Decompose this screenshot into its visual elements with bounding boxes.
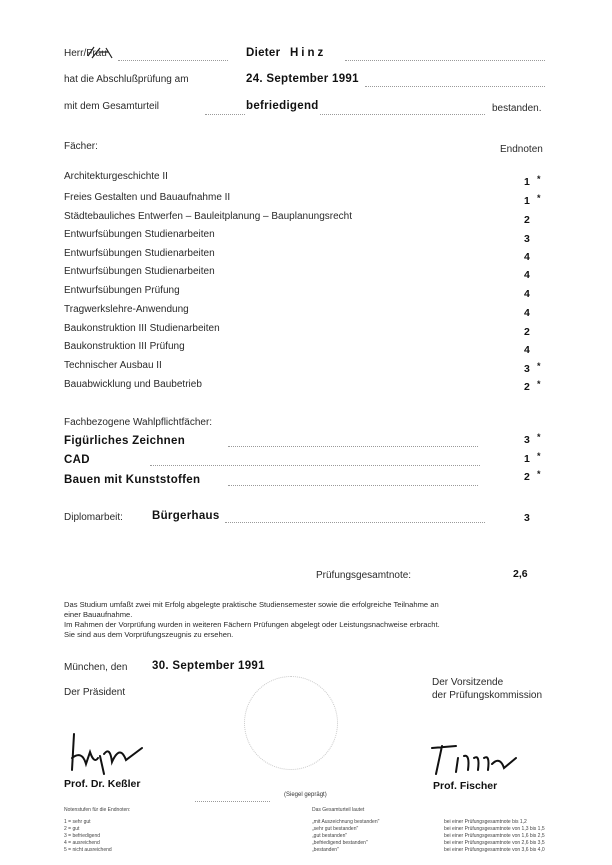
right-signature xyxy=(426,740,526,780)
embossed-seal xyxy=(244,676,338,770)
subject-name: Technischer Ausbau II xyxy=(64,360,162,371)
subject-star: * xyxy=(537,361,541,371)
footnote-left-item: 3 = befriedigend xyxy=(64,833,101,839)
subject-name: Entwurfsübungen Studienarbeiten xyxy=(64,229,215,240)
name-first: Dieter xyxy=(246,47,281,59)
subject-name: Architekturgeschichte II xyxy=(64,171,168,182)
subject-name: Freies Gestalten und Bauaufnahme II xyxy=(64,192,231,203)
name-last: Hinz xyxy=(290,47,327,59)
subject-name: Städtebauliches Entwerfen – Bauleitplanung – Bauplanungsrecht xyxy=(64,211,352,222)
seal-label: (Siegel geprägt) xyxy=(284,792,327,798)
subjects-header: Fächer: xyxy=(64,141,98,152)
subject-name: Tragwerkslehre-Anwendung xyxy=(64,304,189,315)
paragraph-line: Sie sind aus dem Vorprüfungszeugnis zu ersehen. xyxy=(64,630,234,639)
fill-line xyxy=(345,60,545,61)
salutation-strike-mark xyxy=(86,44,116,62)
subject-grade: 2 xyxy=(524,326,530,338)
subject-star: * xyxy=(537,193,541,203)
left-role: Der Präsident xyxy=(64,687,126,698)
fill-line xyxy=(150,465,480,466)
subject-grade: 4 xyxy=(524,307,530,319)
elective-star: * xyxy=(537,432,541,442)
footnote-mid-item: „gut bestanden" xyxy=(312,833,348,839)
fill-line xyxy=(365,86,545,87)
elective-name: CAD xyxy=(64,454,90,466)
electives-header: Fachbezogene Wahlpflichtfächer: xyxy=(64,417,213,428)
elective-grade: 2 xyxy=(524,471,530,483)
thesis-label: Diplomarbeit: xyxy=(64,512,123,523)
fill-line xyxy=(205,114,245,115)
subject-grade: 3 xyxy=(524,363,530,375)
elective-name: Figürliches Zeichnen xyxy=(64,435,186,447)
footnote-left-item: 2 = gut xyxy=(64,826,80,832)
paragraph-line: Das Studium umfaßt zwei mit Erfolg abgelegte praktische Studiensemester sowie die erfolgreiche Teilnahme an xyxy=(64,600,439,609)
elective-grade: 1 xyxy=(524,453,530,465)
result-value: befriedigend xyxy=(246,100,319,112)
subject-grade: 2 xyxy=(524,381,530,393)
subject-grade: 4 xyxy=(524,251,530,263)
passed-label: bestanden. xyxy=(492,103,542,114)
subject-star: * xyxy=(537,174,541,184)
elective-grade: 3 xyxy=(524,434,530,446)
footnote-right-item: bei einer Prüfungsgesamtnote von 1,6 bis 2,5 xyxy=(444,833,545,839)
issue-date: 30. September 1991 xyxy=(152,660,265,672)
salutation-label: Herr/Frau xyxy=(64,48,107,59)
subject-grade: 4 xyxy=(524,344,530,356)
total-grade: 2,6 xyxy=(513,568,528,580)
footnote-mid-title: Das Gesamturteil lautet xyxy=(312,807,365,813)
elective-name: Bauen mit Kunststoffen xyxy=(64,474,201,486)
fill-line xyxy=(118,60,228,61)
footnote-mid-item: „mit Auszeichnung bestanden" xyxy=(312,819,380,825)
footnote-left-item: 5 = nicht ausreichend xyxy=(64,847,112,853)
left-signature xyxy=(64,728,154,776)
right-role-2: der Prüfungskommission xyxy=(432,690,543,701)
right-name: Prof. Fischer xyxy=(433,780,498,792)
footnote-right-item: bei einer Prüfungsgesamtnote von 3,6 bis 4,0 xyxy=(444,847,545,853)
paragraph-line: Im Rahmen der Vorprüfung wurden in weiteren Fächern Prüfungen abgelegt oder Leistungsnachweise erbracht. xyxy=(64,620,440,629)
subject-star: * xyxy=(537,379,541,389)
subject-name: Baukonstruktion III Studienarbeiten xyxy=(64,323,220,334)
footnote-right-item: bei einer Prüfungsgesamtnote bis 1,2 xyxy=(444,819,527,825)
footnote-right-item: bei einer Prüfungsgesamtnote von 1,3 bis 1,5 xyxy=(444,826,545,832)
fill-line xyxy=(228,446,478,447)
place-label: München, den xyxy=(64,662,128,673)
footnote-mid-item: „bestanden" xyxy=(312,847,339,853)
fill-line xyxy=(195,801,270,802)
right-role-1: Der Vorsitzende xyxy=(432,677,504,688)
footnote-left-title: Notenstufen für die Endnoten: xyxy=(64,807,131,813)
paragraph-line: einer Bauaufnahme. xyxy=(64,610,133,619)
subject-name: Baukonstruktion III Prüfung xyxy=(64,341,185,352)
subject-grade: 3 xyxy=(524,233,530,245)
subject-grade: 2 xyxy=(524,214,530,226)
footnote-left-item: 1 = sehr gut xyxy=(64,819,91,825)
fill-line xyxy=(225,522,485,523)
subject-grade: 1 xyxy=(524,176,530,188)
subject-name: Entwurfsübungen Prüfung xyxy=(64,285,180,296)
footnote-mid-item: „sehr gut bestanden" xyxy=(312,826,359,832)
subject-name: Entwurfsübungen Studienarbeiten xyxy=(64,248,215,259)
grades-header: Endnoten xyxy=(500,144,543,155)
result-label: mit dem Gesamturteil xyxy=(64,101,160,112)
subject-name: Entwurfsübungen Studienarbeiten xyxy=(64,266,215,277)
subject-grade: 4 xyxy=(524,288,530,300)
left-name: Prof. Dr. Keßler xyxy=(64,778,141,790)
footnote-right-item: bei einer Prüfungsgesamtnote von 2,6 bis 3,5 xyxy=(444,840,545,846)
fill-line xyxy=(320,114,485,115)
total-label: Prüfungsgesamtnote: xyxy=(316,570,412,581)
subject-grade: 4 xyxy=(524,269,530,281)
footnote-left-item: 4 = ausreichend xyxy=(64,840,100,846)
footnote-mid-item: „befriedigend bestanden" xyxy=(312,840,368,846)
subject-name: Bauabwicklung und Baubetrieb xyxy=(64,379,202,390)
subject-grade: 1 xyxy=(524,195,530,207)
fill-line xyxy=(228,485,478,486)
exam-date: 24. September 1991 xyxy=(246,73,359,85)
thesis-title: Bürgerhaus xyxy=(152,510,220,522)
elective-star: * xyxy=(537,469,541,479)
elective-star: * xyxy=(537,451,541,461)
thesis-grade: 3 xyxy=(524,512,530,524)
exam-date-label: hat die Abschlußprüfung am xyxy=(64,74,189,85)
